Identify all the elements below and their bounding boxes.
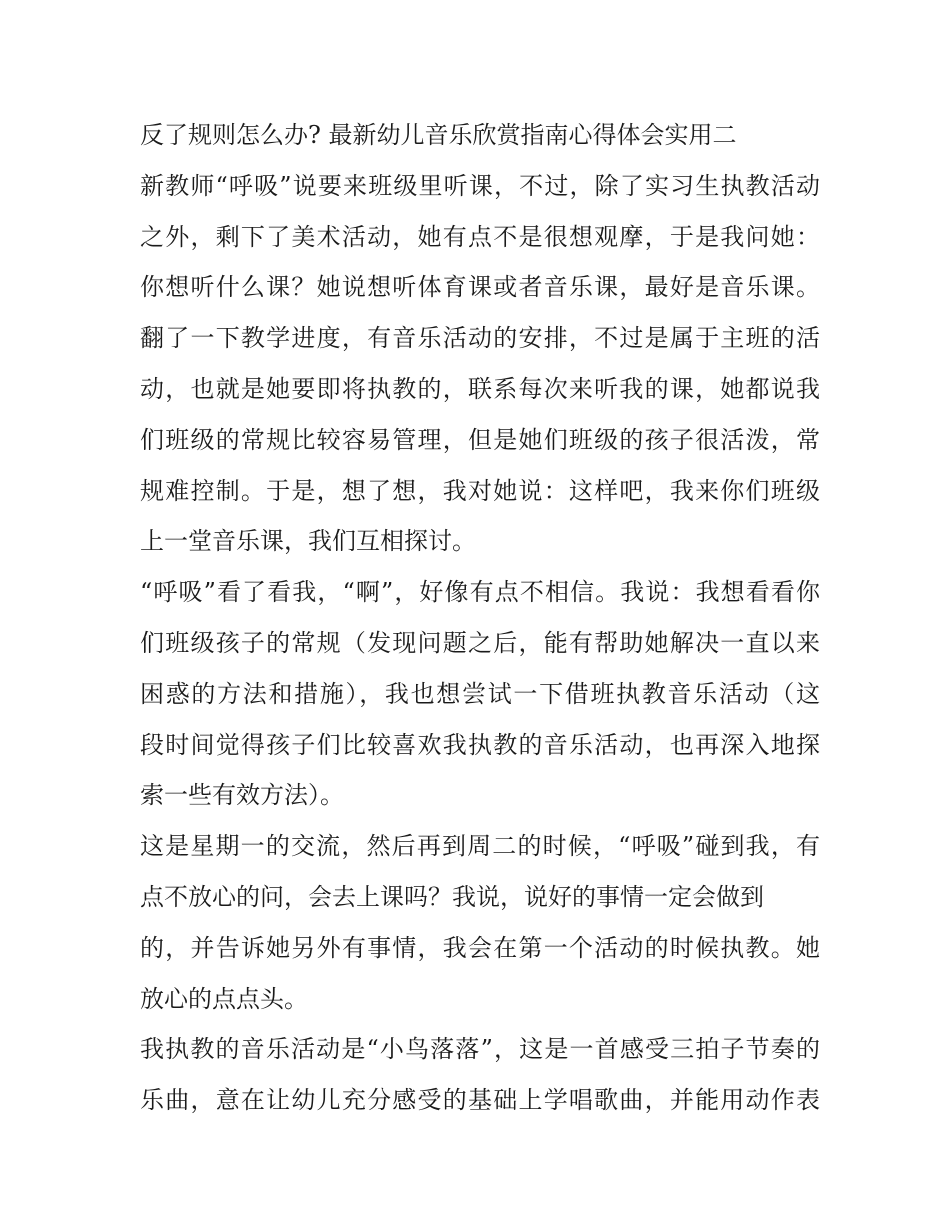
document-line-7: 们班级的常规比较容易管理，但是她们班级的孩子很活泼，常: [140, 425, 820, 454]
document-line-19: 我执教的音乐活动是“小鸟落落”，这是一首感受三拍子节奏的: [140, 1035, 820, 1064]
document-line-5: 翻了一下教学进度，有音乐活动的安排，不过是属于主班的活: [140, 324, 820, 353]
document-line-12: 困惑的方法和措施），我也想尝试一下借班执教音乐活动（这: [140, 679, 820, 708]
document-line-2: 新教师“呼吸”说要来班级里听课，不过，除了实习生执教活动: [140, 171, 820, 200]
document-line-3: 之外，剩下了美术活动，她有点不是很想观摩，于是我问她：: [140, 222, 820, 251]
document-line-16: 点不放心的问，会去上课吗？我说，说好的事情一定会做到: [140, 882, 764, 911]
document-line-11: 们班级孩子的常规（发现问题之后，能有帮助她解决一直以来: [140, 628, 820, 657]
document-body: [140, 110, 820, 1126]
document-line-6: 动，也就是她要即将执教的，联系每次来听我的课，她都说我: [140, 374, 820, 403]
document-line-4: 你想听什么课？她说想听体育课或者音乐课，最好是音乐课。: [140, 273, 820, 302]
document-line-13: 段时间觉得孩子们比较喜欢我执教的音乐活动，也再深入地探: [140, 730, 820, 759]
document-line-15: 这是星期一的交流，然后再到周二的时候，“呼吸”碰到我，有: [140, 832, 820, 861]
document-line-17: 的，并告诉她另外有事情，我会在第一个活动的时候执教。她: [140, 933, 820, 962]
document-line-20: 乐曲，意在让幼儿充分感受的基础上学唱歌曲，并能用动作表: [140, 1086, 820, 1115]
document-line-8: 规难控制。于是，想了想，我对她说：这样吧，我来你们班级: [140, 476, 820, 505]
document-line-14: 索一些有效方法）。: [140, 781, 344, 810]
document-line-10: “呼吸”看了看我，“啊”，好像有点不相信。我说：我想看看你: [140, 578, 820, 607]
document-line-9: 上一堂音乐课，我们互相探讨。: [140, 527, 476, 556]
document-line-18: 放心的点点头。: [140, 984, 308, 1013]
document-line-1: 反了规则怎么办? 最新幼儿音乐欣赏指南心得体会实用二: [140, 121, 737, 149]
